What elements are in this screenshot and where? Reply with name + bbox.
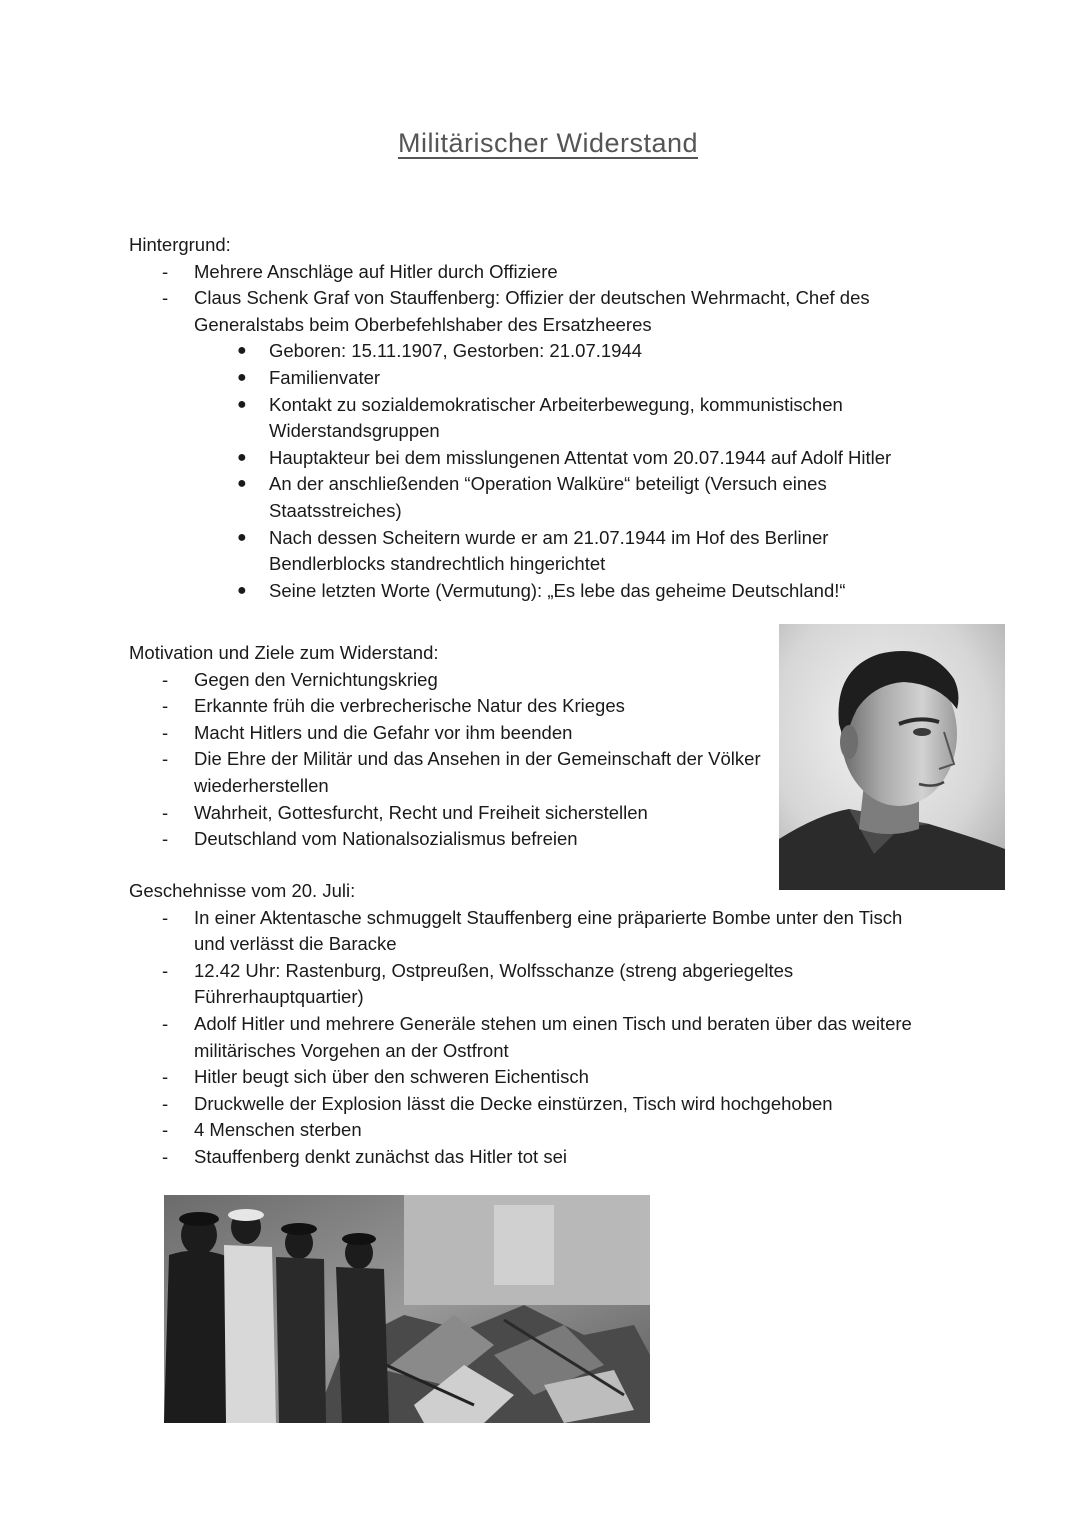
list-item [129,1091,929,1118]
dash-marker: - [162,260,169,282]
list-item [237,365,989,392]
bullet-marker: ● [237,581,247,599]
section-events [129,878,929,1171]
list-item-text: Kontakt zu sozialdemokratischer Arbeiterbewegung, kommunistischen Widerstandsgruppen [269,393,843,442]
dash-marker: - [162,287,169,309]
list-item-text: An der anschließenden “Operation Walküre“ beteiligt (Versuch eines Staatsstreiches) [269,473,827,521]
list-item [129,693,769,720]
list-item [129,746,769,799]
list-item-text: Geboren: 15.11.1907, Gestorben: 21.07.1944 [269,340,643,362]
list-item-text: Claus Schenk Graf von Stauffenberg: Offizier der deutschen Wehrmacht, Chef des Generalstabs beim Oberbefehlshaber des Ersatzheeres [194,287,870,335]
dash-marker: - [162,801,169,823]
list-item-text: 12.42 Uhr: Rastenburg, Ostpreußen, Wolfsschanze (streng abgeriegeltes Führerhauptquartier) [194,959,794,1008]
list-item-text: Adolf Hitler und mehrere Generäle stehen um einen Tisch und beraten über das weitere militärisches Vorgehen an der Ostfront [194,1012,912,1061]
list-item [237,445,989,472]
list-item-text: Deutschland vom Nationalsozialismus befreien [194,828,578,850]
list-item [129,958,929,1011]
list-item [129,800,769,827]
list-item-text: Hauptakteur bei dem misslungenen Attentat vom 20.07.1944 auf Adolf Hitler [269,446,892,468]
list-item-text: Stauffenberg denkt zunächst das Hitler tot sei [194,1145,567,1167]
bullet-marker: ● [237,368,247,386]
list-item [129,905,929,958]
list-item [129,720,769,747]
list-item [129,667,769,694]
dash-marker: - [162,668,169,690]
list-item-text: Seine letzten Worte (Vermutung): „Es lebe das geheime Deutschland!“ [269,579,846,601]
list-item-text: Familienvater [269,366,381,388]
section-heading-events: Geschehnisse vom 20. Juli: [129,880,356,901]
list-item-text: Nach dessen Scheitern wurde er am 21.07.1944 im Hof des Berliner Bendlerblocks standrechtlich hingerichtet [269,526,829,575]
dash-marker: - [162,1066,169,1088]
stauffenberg-details-list [194,338,989,604]
page-title-text: Militärischer Widerstand [397,128,699,158]
list-item [237,338,989,365]
list-item-text: Die Ehre der Militär und das Ansehen in der Gemeinschaft der Völker wiederherstellen [194,748,761,796]
list-item-text: In einer Aktentasche schmuggelt Stauffenberg eine präparierte Bombe unter den Tisch und verlässt die Baracke [194,906,903,955]
destroyed-briefing-room-photo [164,1195,650,1423]
list-item-text: Hitler beugt sich über den schweren Eichentisch [194,1066,589,1088]
dash-marker: - [162,748,169,770]
motivation-list [129,667,769,853]
events-list [129,905,929,1171]
section-heading-motivation: Motivation und Ziele zum Widerstand: [129,642,439,663]
section-heading-background: Hintergrund: [129,234,231,255]
list-item-text: Druckwelle der Explosion lässt die Decke einstürzen, Tisch wird hochgehoben [194,1092,833,1114]
bullet-marker: ● [237,395,247,413]
list-item-text: Mehrere Anschläge auf Hitler durch Offiziere [194,260,558,282]
dash-marker: - [162,695,169,717]
dash-marker: - [162,1012,169,1034]
section-background [129,232,969,604]
list-item [237,471,989,524]
page-title [0,128,1080,159]
list-item [129,1144,929,1171]
list-item [129,285,969,604]
dash-marker: - [162,1145,169,1167]
list-item [129,1117,929,1144]
background-list [129,259,969,605]
dash-marker: - [162,906,169,928]
list-item [129,1064,929,1091]
list-item [237,578,989,605]
list-item [129,259,969,286]
portrait-photo [779,624,1005,890]
list-item-text: Gegen den Vernichtungskrieg [194,668,438,690]
list-item [237,525,989,578]
list-item-text: Wahrheit, Gottesfurcht, Recht und Freiheit sicherstellen [194,801,648,823]
bullet-marker: ● [237,475,247,493]
dash-marker: - [162,828,169,850]
list-item [237,392,989,445]
bullet-marker: ● [237,448,247,466]
bullet-marker: ● [237,528,247,546]
list-item [129,826,769,853]
list-item-text: Erkannte früh die verbrecherische Natur des Krieges [194,695,625,717]
dash-marker: - [162,959,169,981]
list-item [129,1011,929,1064]
dash-marker: - [162,1119,169,1141]
list-item-text: 4 Menschen sterben [194,1119,362,1141]
section-motivation [129,640,769,853]
list-item-text: Macht Hitlers und die Gefahr vor ihm beenden [194,721,573,743]
bullet-marker: ● [237,342,247,360]
dash-marker: - [162,1092,169,1114]
dash-marker: - [162,721,169,743]
